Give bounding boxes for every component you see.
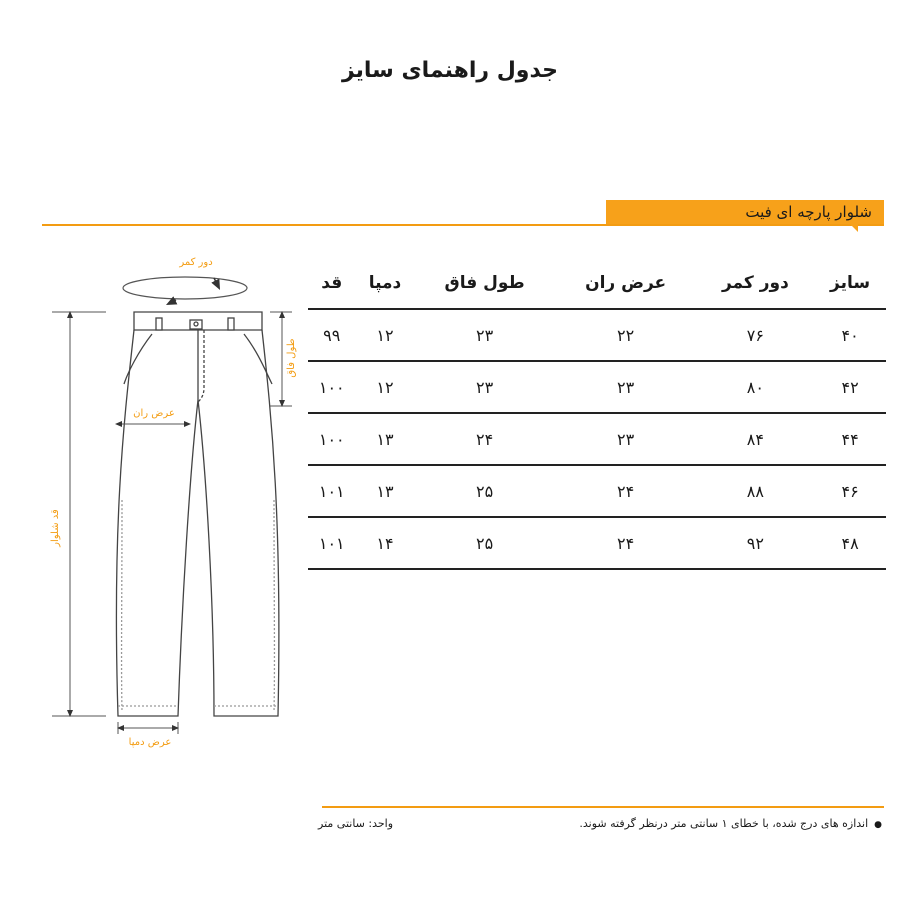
tolerance-note (579, 817, 882, 830)
hem-dimension (118, 722, 178, 734)
table-cell: ۴۲ (814, 361, 886, 413)
table-cell: ۱۰۱ (308, 465, 355, 517)
bullet-icon: ● (874, 820, 882, 830)
table-cell: ۹۲ (697, 517, 815, 569)
waist-measure-icon (123, 277, 247, 303)
table-cell: ۱۰۰ (308, 361, 355, 413)
table-cell: ۲۳ (415, 309, 555, 361)
hem-label: عرض دمپا (128, 737, 172, 748)
table-cell: ۲۵ (415, 465, 555, 517)
header-size: سایز (814, 258, 886, 309)
table-cell: ۱۳ (355, 413, 414, 465)
table-cell: ۱۰۰ (308, 413, 355, 465)
table-cell: ۱۳ (355, 465, 414, 517)
size-table (308, 258, 886, 570)
rise-label: طول فاق (286, 338, 297, 378)
table-cell: ۸۰ (697, 361, 815, 413)
table-cell: ۲۴ (555, 465, 697, 517)
footer-divider (322, 806, 884, 808)
table-row (308, 361, 886, 413)
table-cell: ۷۶ (697, 309, 815, 361)
table-cell: ۱۲ (355, 309, 414, 361)
table-cell: ۲۴ (555, 517, 697, 569)
table-cell: ۴۸ (814, 517, 886, 569)
thigh-label: عرض ران (133, 408, 175, 419)
table-cell: ۱۰۱ (308, 517, 355, 569)
header-waist: دور کمر (697, 258, 815, 309)
table-cell: ۲۳ (555, 361, 697, 413)
table-cell: ۴۴ (814, 413, 886, 465)
product-name-tab: شلوار پارچه ای فیت (606, 200, 884, 224)
length-label: قد شلوار (50, 509, 61, 547)
page-title: جدول راهنمای سایز (341, 58, 559, 83)
table-cell: ۴۶ (814, 465, 886, 517)
unit-label: واحد: سانتی متر (318, 817, 394, 830)
header-length: قد (308, 258, 355, 309)
table-cell: ۲۵ (415, 517, 555, 569)
header-hem: دمپا (355, 258, 414, 309)
table-row (308, 309, 886, 361)
table-row (308, 465, 886, 517)
table-cell: ۲۴ (415, 413, 555, 465)
table-cell: ۲۲ (555, 309, 697, 361)
table-cell: ۲۳ (555, 413, 697, 465)
table-cell: ۹۹ (308, 309, 355, 361)
header-rise: طول فاق (415, 258, 555, 309)
table-row (308, 413, 886, 465)
table-cell: ۱۲ (355, 361, 414, 413)
waist-label: دور کمر (179, 257, 213, 268)
table-cell: ۲۳ (415, 361, 555, 413)
table-cell: ۸۸ (697, 465, 815, 517)
header-thigh: عرض ران (555, 258, 697, 309)
pants-outline (116, 312, 279, 716)
table-cell: ۴۰ (814, 309, 886, 361)
tolerance-note-text: اندازه های درج شده، با خطای ۱ سانتی متر درنظر گرفته شوند. (579, 817, 869, 830)
table-cell: ۸۴ (697, 413, 815, 465)
table-header-row (308, 258, 886, 309)
table-cell: ۱۴ (355, 517, 414, 569)
table-row (308, 517, 886, 569)
